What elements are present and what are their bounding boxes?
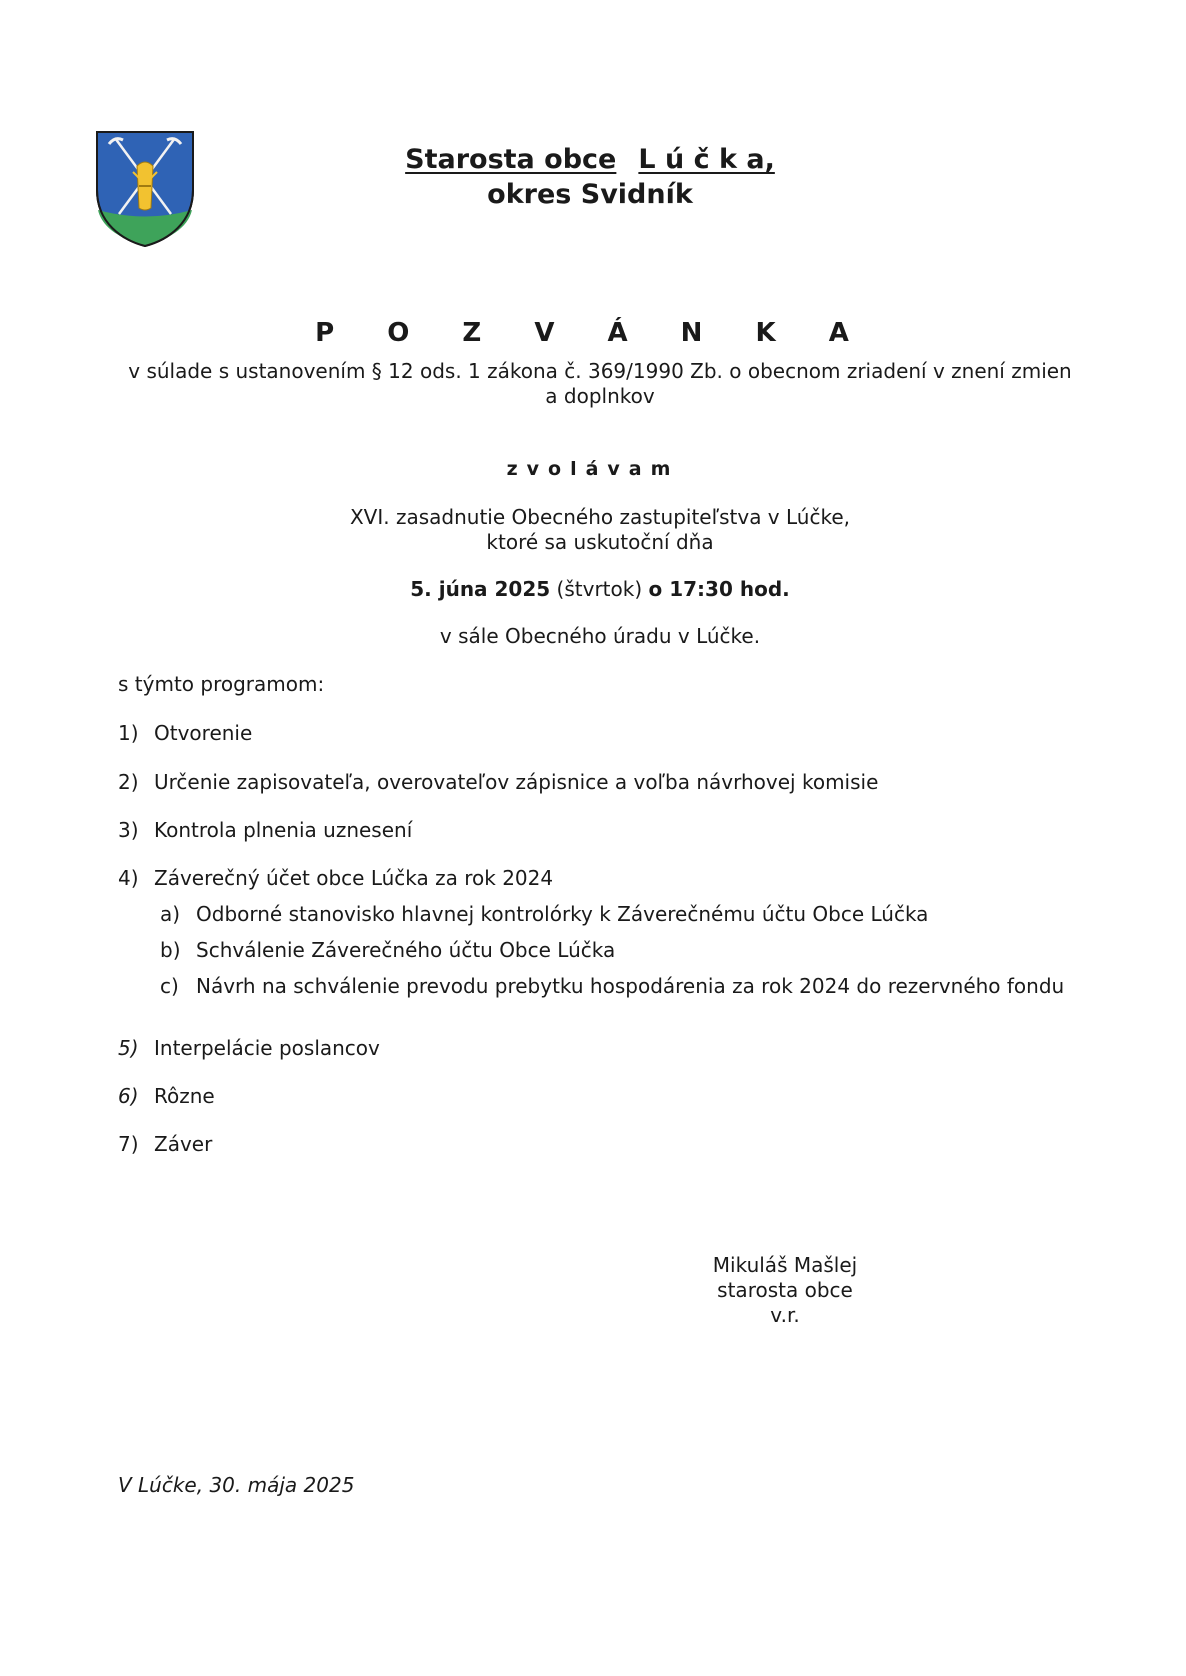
- legal-basis-line-1: v súlade s ustanovením § 12 ods. 1 zákona č. 369/1990 Zb. o obecnom zriadení v znení zmien: [128, 359, 1072, 383]
- signatory-name: Mikuláš Mašlej: [712, 1253, 858, 1277]
- subitem-letter: a): [160, 902, 181, 926]
- program-subitem-b: [160, 938, 615, 962]
- signature-note: v.r.: [770, 1303, 800, 1327]
- program-item-number: 6): [118, 1084, 139, 1108]
- legal-basis-line-2: a doplnkov: [545, 384, 655, 408]
- program-item-7: [118, 1132, 212, 1156]
- subitem-letter: b): [160, 938, 181, 962]
- program-item-text: Interpelácie poslancov: [154, 1036, 380, 1060]
- session-line-2: ktoré sa uskutoční dňa: [486, 530, 714, 554]
- session-line-1: XVI. zasadnutie Obecného zastupiteľstva v Lúčke,: [349, 505, 850, 529]
- program-item-text: Určenie zapisovateľa, overovateľov zápisnice a voľba návrhovej komisie: [154, 770, 879, 794]
- session-date: 5. júna 2025: [410, 577, 551, 601]
- place-and-date: V Lúčke, 30. mája 2025: [118, 1473, 355, 1497]
- program-item-6: [118, 1084, 215, 1108]
- session-date-time: [100, 577, 1100, 602]
- program-item-number: 2): [118, 770, 139, 794]
- header-prefix: Starosta obce: [405, 144, 617, 175]
- session-o: o: [648, 577, 663, 601]
- program-item-2: [118, 770, 878, 794]
- program-item-number: 4): [118, 866, 139, 890]
- program-item-4: [118, 866, 553, 890]
- program-item-text: Kontrola plnenia uznesení: [154, 818, 413, 842]
- program-item-1: [118, 721, 252, 745]
- header-title: [330, 144, 850, 175]
- subitem-text: Odborné stanovisko hlavnej kontrolórky k Záverečnému účtu Obce Lúčka: [196, 902, 929, 926]
- program-item-number: 3): [118, 818, 139, 842]
- program-item-number: 1): [118, 721, 139, 745]
- program-item-number: 5): [118, 1036, 139, 1060]
- subitem-letter: c): [160, 974, 179, 998]
- subitem-text: Návrh na schválenie prevodu prebytku hospodárenia za rok 2024 do rezervného fondu: [196, 974, 1065, 998]
- program-subitem-a: [160, 902, 928, 926]
- coat-of-arms-icon: [93, 128, 197, 248]
- program-item-text: Záverečný účet obce Lúčka za rok 2024: [154, 866, 554, 890]
- convene-word: zvolávam: [506, 458, 680, 480]
- program-intro: s týmto programom:: [118, 672, 325, 696]
- session-weekday: (štvrtok): [550, 577, 649, 601]
- signature-block: [650, 1253, 920, 1328]
- program-subitem-c: [160, 974, 1064, 998]
- program-item-text: Rôzne: [154, 1084, 215, 1108]
- subitem-text: Schválenie Záverečného účtu Obce Lúčka: [196, 938, 616, 962]
- session-time: 17:30 hod.: [662, 577, 790, 601]
- header-village: L ú č k a,: [638, 144, 775, 175]
- header-district: okres Svidník: [487, 179, 693, 210]
- program-item-text: Záver: [154, 1132, 213, 1156]
- invitation-title: P O Z V Á N K A: [315, 318, 871, 348]
- signatory-role: starosta obce: [717, 1278, 853, 1302]
- session-venue: v sále Obecného úradu v Lúčke.: [439, 624, 761, 648]
- program-item-5: [118, 1036, 380, 1060]
- program-item-number: 7): [118, 1132, 139, 1156]
- program-item-3: [118, 818, 412, 842]
- program-item-text: Otvorenie: [154, 721, 253, 745]
